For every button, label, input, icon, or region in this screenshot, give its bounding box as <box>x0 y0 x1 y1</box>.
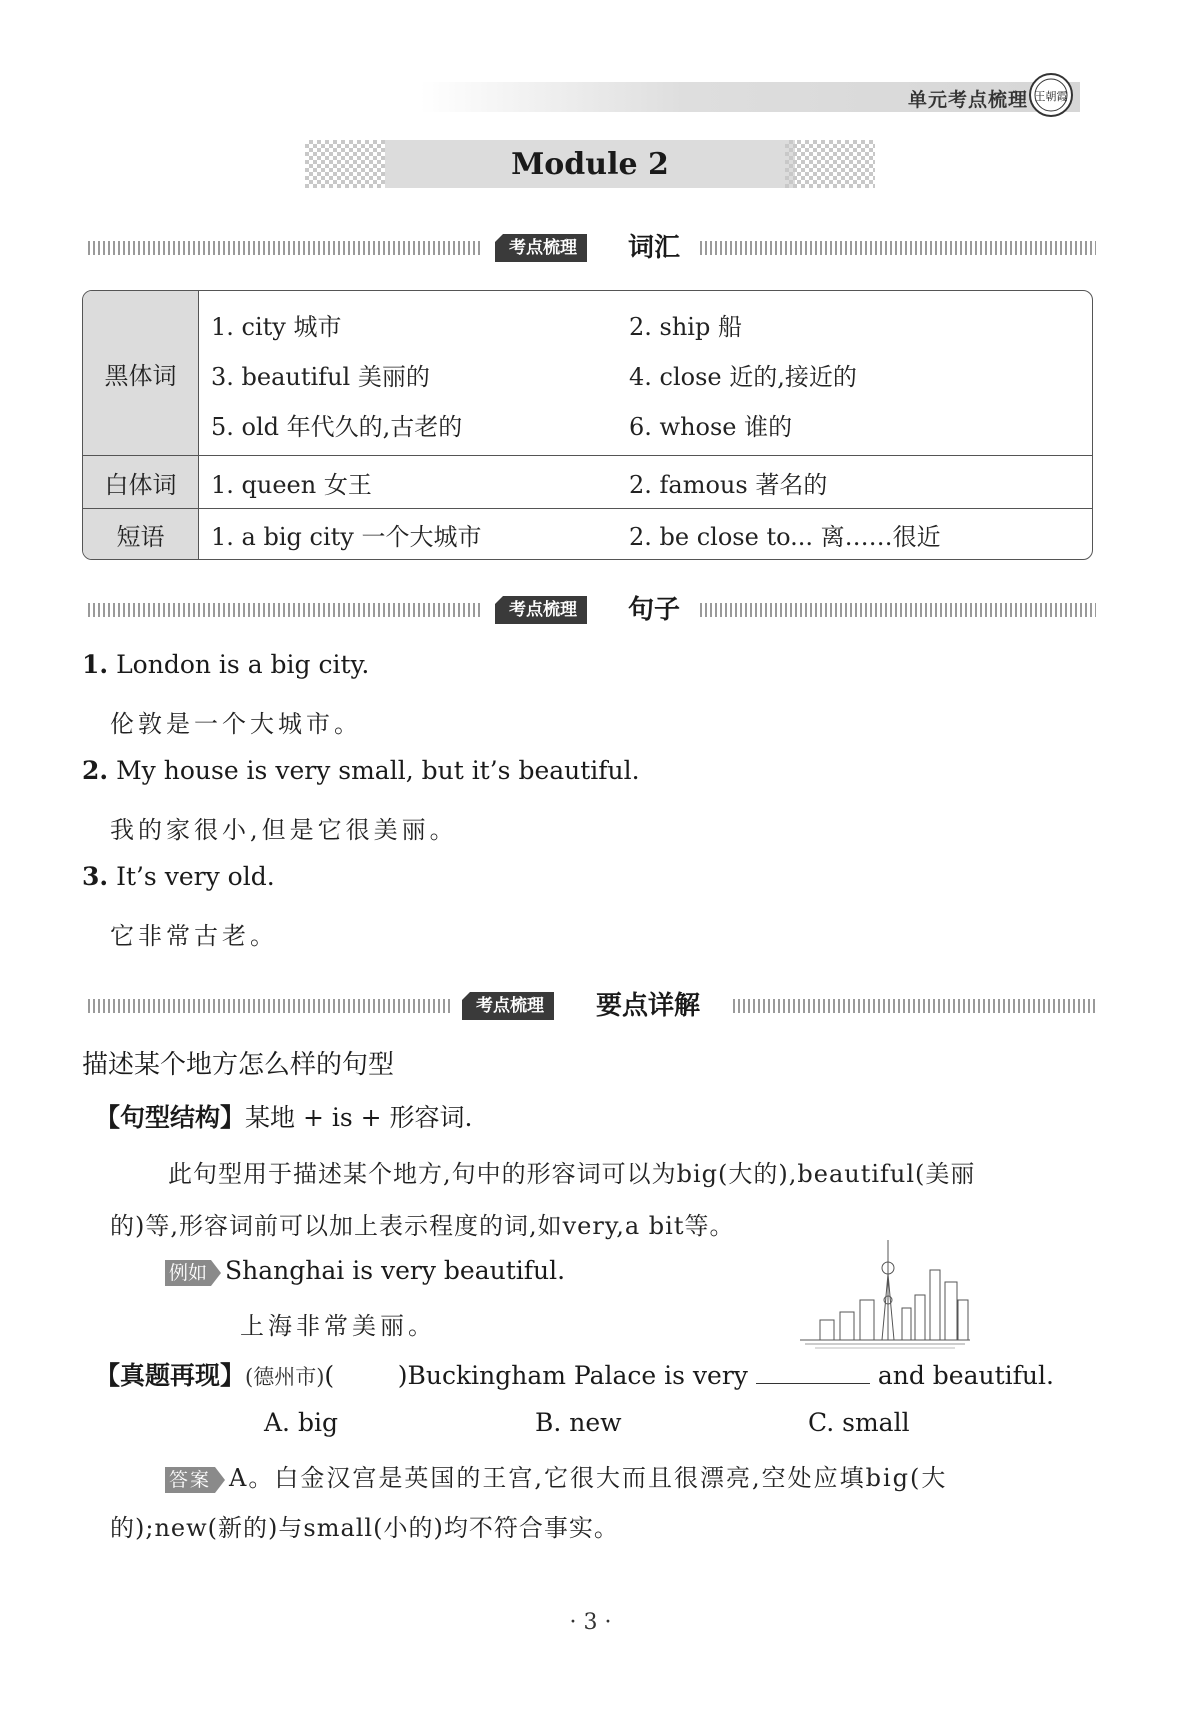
sentence-number: 3. <box>82 862 109 891</box>
answer-blank <box>756 1360 870 1384</box>
section-tag: 考点梳理 <box>495 234 587 262</box>
sentence-zh: 伦敦是一个大城市。 <box>110 710 362 738</box>
answer-text: A。白金汉宫是英国的王宫,它很大而且很漂亮,空处应填big(大 <box>229 1464 948 1492</box>
exam-label: 【真题再现】 <box>95 1361 246 1390</box>
option-c: C. small <box>808 1408 910 1437</box>
sentence-number: 1. <box>82 650 109 679</box>
sentence-text: My house is very small, but it’s beautiful. <box>116 756 640 785</box>
sentence-zh: 它非常古老。 <box>110 922 278 950</box>
answer-text-cont: 的);new(新的)与small(小的)均不符合事实。 <box>110 1514 619 1542</box>
example-en: Shanghai is very beautiful. <box>225 1256 566 1285</box>
sentence-zh: 我的家很小,但是它很美丽。 <box>110 816 458 844</box>
vocab-row-phrase <box>83 508 1092 559</box>
header-title: 单元考点梳理 <box>907 89 1028 111</box>
vocab-item: 2. be close to... 离……很近 <box>629 522 941 551</box>
vocab-item: 5. old 年代久的,古老的 <box>211 412 463 441</box>
section-divider-sentences <box>88 592 1096 628</box>
exam-text-end: and beautiful. <box>877 1361 1054 1390</box>
svg-text:王朝霞: 王朝霞 <box>1034 90 1068 103</box>
section-divider-keypoints <box>88 988 1096 1024</box>
section-divider-vocab <box>88 230 1096 266</box>
vocab-item: 1. queen 女王 <box>211 470 372 499</box>
vocab-item: 4. close 近的,接近的 <box>629 362 857 391</box>
option-b: B. new <box>535 1408 622 1437</box>
page-number: · 3 · <box>569 1610 612 1635</box>
answer-paren: ( ) <box>324 1361 408 1390</box>
explanation-line: 此句型用于描述某个地方,句中的形容词可以为big(大的),beautiful(美丽 <box>168 1160 976 1188</box>
example-badge: 例如 <box>165 1260 211 1286</box>
vocab-table <box>82 290 1093 560</box>
answer-explanation <box>165 1458 947 1493</box>
section-tag: 考点梳理 <box>495 596 587 624</box>
vocab-item: 1. a big city 一个大城市 <box>211 522 482 551</box>
example <box>165 1256 565 1286</box>
page-header <box>420 82 1080 112</box>
sentence-structure <box>95 1098 472 1134</box>
section-tag: 考点梳理 <box>462 992 554 1020</box>
sentence-text: London is a big city. <box>116 650 370 679</box>
vocab-category: 白体词 <box>83 456 199 508</box>
divider-stripes-left <box>88 603 483 617</box>
section-title-vocab: 词汇 <box>628 233 681 263</box>
sentence-text: It’s very old. <box>116 862 275 891</box>
brand-seal-icon <box>1028 72 1074 118</box>
answer-badge: 答案 <box>165 1467 215 1493</box>
sentence-en <box>82 650 369 679</box>
sentence-number: 2. <box>82 756 109 785</box>
vocab-row-bold <box>83 291 1092 455</box>
example-zh: 上海非常美丽。 <box>240 1312 436 1340</box>
vocab-item: 2. famous 著名的 <box>629 470 828 499</box>
vocab-item: 6. whose 谁的 <box>629 412 793 441</box>
vocab-item: 1. city 城市 <box>211 312 342 341</box>
vocab-category: 黑体词 <box>83 291 199 455</box>
module-title: Module 2 <box>511 147 669 182</box>
divider-stripes-right <box>733 999 1096 1013</box>
divider-stripes-right <box>700 603 1096 617</box>
shanghai-skyline-illustration <box>800 1240 970 1350</box>
vocab-row-regular <box>83 455 1092 508</box>
divider-stripes-right <box>700 241 1096 255</box>
divider-stripes-left <box>88 999 450 1013</box>
section-title-keypoints: 要点详解 <box>596 991 701 1021</box>
keypoint-heading: 描述某个地方怎么样的句型 <box>82 1050 395 1080</box>
vocab-category: 短语 <box>83 509 199 559</box>
exam-question <box>95 1356 1054 1392</box>
option-a: A. big <box>264 1408 338 1437</box>
module-banner <box>305 140 875 188</box>
exam-source: (德州市) <box>245 1365 325 1389</box>
divider-stripes-left <box>88 241 483 255</box>
sentence-en <box>82 862 275 891</box>
vocab-item: 2. ship 船 <box>629 312 742 341</box>
explanation-line: 的)等,形容词前可以加上表示程度的词,如very,a bit等。 <box>110 1212 735 1240</box>
structure-formula: 某地 + is + 形容词. <box>245 1103 473 1132</box>
sentence-en <box>82 756 640 785</box>
section-title-sentences: 句子 <box>628 595 681 625</box>
vocab-item: 3. beautiful 美丽的 <box>211 362 430 391</box>
exam-text: Buckingham Palace is very <box>407 1361 748 1390</box>
structure-label: 【句型结构】 <box>95 1103 246 1132</box>
